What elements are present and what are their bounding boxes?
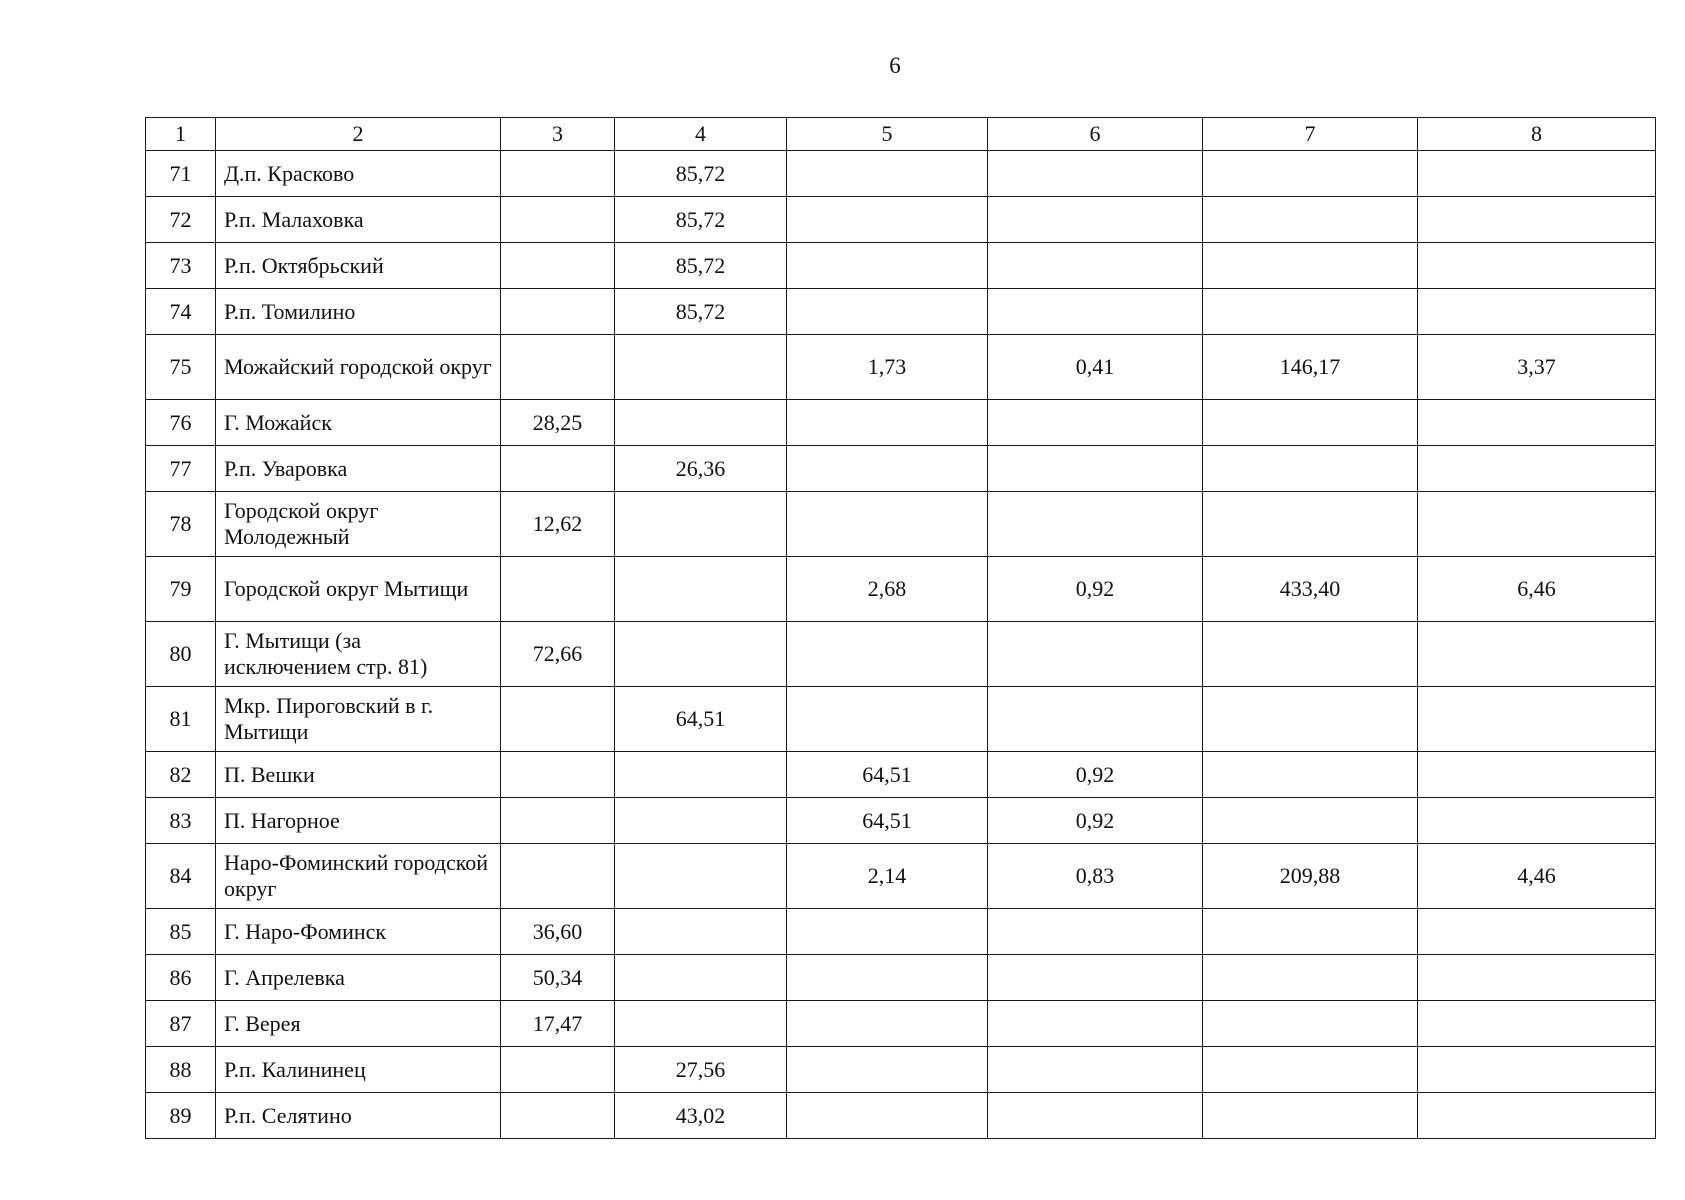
cell-col-4 [615, 492, 787, 557]
cell-col-5 [787, 1093, 988, 1139]
cell-col-4: 64,51 [615, 687, 787, 752]
cell-col-5 [787, 909, 988, 955]
cell-col-3 [501, 151, 615, 197]
cell-col-7 [1203, 687, 1418, 752]
cell-col-8 [1418, 492, 1656, 557]
table-row [146, 622, 1656, 687]
cell-col-7 [1203, 492, 1418, 557]
cell-col-7: 433,40 [1203, 557, 1418, 622]
column-header: 7 [1203, 118, 1418, 151]
table-row [146, 289, 1656, 335]
cell-col-5 [787, 151, 988, 197]
cell-col-8 [1418, 197, 1656, 243]
table-row [146, 1001, 1656, 1047]
cell-col-7 [1203, 1047, 1418, 1093]
cell-col-8 [1418, 151, 1656, 197]
cell-col-6: 0,41 [988, 335, 1203, 400]
cell-col-3 [501, 752, 615, 798]
row-number: 78 [146, 492, 216, 557]
cell-col-4 [615, 798, 787, 844]
cell-col-5: 64,51 [787, 798, 988, 844]
row-number: 89 [146, 1093, 216, 1139]
cell-col-6 [988, 243, 1203, 289]
row-number: 85 [146, 909, 216, 955]
cell-col-4 [615, 1001, 787, 1047]
cell-col-3: 36,60 [501, 909, 615, 955]
row-number: 73 [146, 243, 216, 289]
row-number: 75 [146, 335, 216, 400]
cell-col-4: 26,36 [615, 446, 787, 492]
cell-col-7 [1203, 1001, 1418, 1047]
row-number: 80 [146, 622, 216, 687]
row-name: Городской округ Молодежный [216, 492, 501, 557]
cell-col-7: 209,88 [1203, 844, 1418, 909]
cell-col-4: 85,72 [615, 243, 787, 289]
cell-col-4: 43,02 [615, 1093, 787, 1139]
cell-col-4 [615, 752, 787, 798]
column-header: 6 [988, 118, 1203, 151]
row-name: Р.п. Октябрьский [216, 243, 501, 289]
cell-col-7 [1203, 1093, 1418, 1139]
cell-col-4 [615, 909, 787, 955]
row-name: Г. Можайск [216, 400, 501, 446]
cell-col-3: 72,66 [501, 622, 615, 687]
row-name: П. Нагорное [216, 798, 501, 844]
cell-col-8: 4,46 [1418, 844, 1656, 909]
cell-col-8 [1418, 289, 1656, 335]
cell-col-6: 0,92 [988, 752, 1203, 798]
cell-col-4 [615, 844, 787, 909]
table-row [146, 798, 1656, 844]
cell-col-7 [1203, 622, 1418, 687]
cell-col-6 [988, 197, 1203, 243]
cell-col-4: 27,56 [615, 1047, 787, 1093]
cell-col-3 [501, 243, 615, 289]
row-name: Р.п. Селятино [216, 1093, 501, 1139]
cell-col-8 [1418, 687, 1656, 752]
cell-col-8 [1418, 752, 1656, 798]
cell-col-6 [988, 1093, 1203, 1139]
row-number: 71 [146, 151, 216, 197]
column-header: 3 [501, 118, 615, 151]
table-row [146, 687, 1656, 752]
row-name: Наро-Фоминский городской округ [216, 844, 501, 909]
row-name: Городской округ Мытищи [216, 557, 501, 622]
table-row [146, 752, 1656, 798]
cell-col-3 [501, 1047, 615, 1093]
cell-col-6 [988, 687, 1203, 752]
cell-col-8 [1418, 622, 1656, 687]
cell-col-7: 146,17 [1203, 335, 1418, 400]
cell-col-4 [615, 335, 787, 400]
cell-col-8 [1418, 955, 1656, 1001]
table-row [146, 1047, 1656, 1093]
row-name: Мкр. Пироговский в г. Мытищи [216, 687, 501, 752]
cell-col-7 [1203, 909, 1418, 955]
cell-col-7 [1203, 243, 1418, 289]
row-name: Можайский городской округ [216, 335, 501, 400]
cell-col-6 [988, 909, 1203, 955]
cell-col-5: 64,51 [787, 752, 988, 798]
cell-col-8 [1418, 1093, 1656, 1139]
cell-col-6: 0,83 [988, 844, 1203, 909]
column-header: 5 [787, 118, 988, 151]
cell-col-4: 85,72 [615, 197, 787, 243]
cell-col-8 [1418, 243, 1656, 289]
table-row [146, 243, 1656, 289]
cell-col-8 [1418, 400, 1656, 446]
cell-col-3: 17,47 [501, 1001, 615, 1047]
row-number: 72 [146, 197, 216, 243]
table-row [146, 446, 1656, 492]
table-row [146, 400, 1656, 446]
row-number: 76 [146, 400, 216, 446]
cell-col-4 [615, 557, 787, 622]
cell-col-3: 50,34 [501, 955, 615, 1001]
cell-col-8 [1418, 1001, 1656, 1047]
cell-col-5 [787, 400, 988, 446]
cell-col-6 [988, 1047, 1203, 1093]
cell-col-4 [615, 400, 787, 446]
cell-col-6: 0,92 [988, 557, 1203, 622]
column-header: 8 [1418, 118, 1656, 151]
cell-col-8 [1418, 1047, 1656, 1093]
table-row [146, 335, 1656, 400]
cell-col-3 [501, 446, 615, 492]
row-number: 88 [146, 1047, 216, 1093]
cell-col-5 [787, 289, 988, 335]
row-name: Р.п. Малаховка [216, 197, 501, 243]
cell-col-7 [1203, 752, 1418, 798]
row-number: 77 [146, 446, 216, 492]
cell-col-3: 28,25 [501, 400, 615, 446]
cell-col-8: 3,37 [1418, 335, 1656, 400]
row-name: Р.п. Калининец [216, 1047, 501, 1093]
table-row [146, 844, 1656, 909]
cell-col-8: 6,46 [1418, 557, 1656, 622]
table-row [146, 557, 1656, 622]
cell-col-3 [501, 557, 615, 622]
table-row [146, 197, 1656, 243]
row-name: Р.п. Томилино [216, 289, 501, 335]
row-name: Г. Наро-Фоминск [216, 909, 501, 955]
cell-col-6 [988, 289, 1203, 335]
cell-col-8 [1418, 798, 1656, 844]
column-header: 4 [615, 118, 787, 151]
row-name: Р.п. Уваровка [216, 446, 501, 492]
cell-col-3 [501, 289, 615, 335]
cell-col-7 [1203, 400, 1418, 446]
cell-col-7 [1203, 289, 1418, 335]
cell-col-5: 2,14 [787, 844, 988, 909]
cell-col-8 [1418, 446, 1656, 492]
cell-col-5 [787, 955, 988, 1001]
cell-col-4: 85,72 [615, 151, 787, 197]
cell-col-6 [988, 492, 1203, 557]
cell-col-5 [787, 197, 988, 243]
cell-col-7 [1203, 798, 1418, 844]
row-number: 86 [146, 955, 216, 1001]
table-header-row [146, 118, 1656, 151]
cell-col-3 [501, 335, 615, 400]
row-number: 74 [146, 289, 216, 335]
cell-col-3 [501, 197, 615, 243]
table-row [146, 1093, 1656, 1139]
cell-col-6 [988, 955, 1203, 1001]
cell-col-5: 2,68 [787, 557, 988, 622]
cell-col-7 [1203, 955, 1418, 1001]
cell-col-4 [615, 622, 787, 687]
cell-col-3 [501, 798, 615, 844]
row-number: 79 [146, 557, 216, 622]
column-header: 2 [216, 118, 501, 151]
cell-col-6 [988, 446, 1203, 492]
cell-col-8 [1418, 909, 1656, 955]
cell-col-5 [787, 446, 988, 492]
cell-col-6 [988, 400, 1203, 446]
row-number: 87 [146, 1001, 216, 1047]
cell-col-5 [787, 492, 988, 557]
cell-col-3 [501, 844, 615, 909]
cell-col-5 [787, 1047, 988, 1093]
cell-col-6: 0,92 [988, 798, 1203, 844]
cell-col-5 [787, 1001, 988, 1047]
cell-col-7 [1203, 151, 1418, 197]
row-number: 81 [146, 687, 216, 752]
cell-col-6 [988, 151, 1203, 197]
cell-col-5 [787, 243, 988, 289]
table-row [146, 492, 1656, 557]
cell-col-5 [787, 687, 988, 752]
row-name: Д.п. Красково [216, 151, 501, 197]
row-number: 83 [146, 798, 216, 844]
table-row [146, 909, 1656, 955]
row-name: Г. Мытищи (за исключением стр. 81) [216, 622, 501, 687]
table-row [146, 151, 1656, 197]
cell-col-5 [787, 622, 988, 687]
row-name: Г. Апрелевка [216, 955, 501, 1001]
page-number: 6 [889, 53, 901, 78]
cell-col-6 [988, 1001, 1203, 1047]
cell-col-3 [501, 687, 615, 752]
cell-col-4: 85,72 [615, 289, 787, 335]
row-number: 84 [146, 844, 216, 909]
row-name: П. Вешки [216, 752, 501, 798]
cell-col-7 [1203, 446, 1418, 492]
cell-col-5: 1,73 [787, 335, 988, 400]
cell-col-3 [501, 1093, 615, 1139]
cell-col-6 [988, 622, 1203, 687]
data-table [145, 117, 1656, 1139]
table-row [146, 955, 1656, 1001]
row-name: Г. Верея [216, 1001, 501, 1047]
column-header: 1 [146, 118, 216, 151]
cell-col-3: 12,62 [501, 492, 615, 557]
cell-col-4 [615, 955, 787, 1001]
cell-col-7 [1203, 197, 1418, 243]
row-number: 82 [146, 752, 216, 798]
